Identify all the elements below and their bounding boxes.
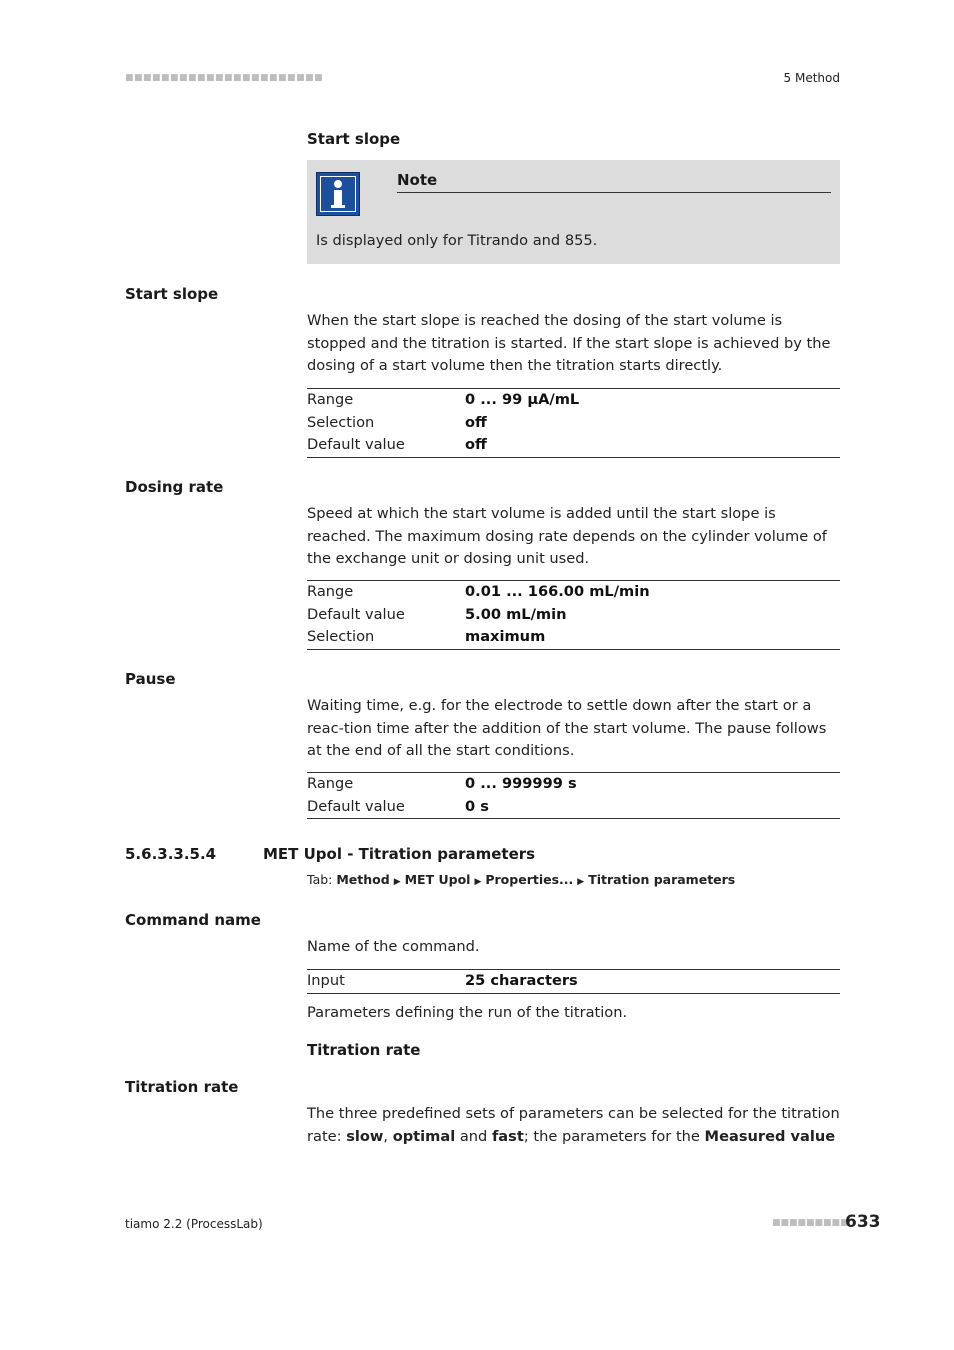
- row-key: Range: [307, 775, 354, 792]
- row-key: Selection: [307, 413, 375, 431]
- start-slope-label: Start slope: [125, 285, 219, 303]
- chapter-label: 5 Method: [783, 71, 840, 85]
- row-key: Default value: [307, 797, 405, 815]
- row-key: Selection: [307, 628, 375, 645]
- page-number: 633: [845, 1212, 881, 1232]
- footer-decoration: ■■■■■■■■■: [772, 1218, 849, 1228]
- path-met-upol: MET Upol: [404, 872, 471, 887]
- note-text: Is displayed only for Titrando and 855.: [316, 232, 598, 249]
- footer-product: tiamo 2.2 (ProcessLab): [125, 1217, 263, 1231]
- row-value: 0.01 ... 166.00 mL/min: [465, 583, 650, 600]
- command-name-table: [307, 969, 840, 994]
- pause-table: [307, 772, 840, 819]
- section-title: MET Upol - Titration parameters: [263, 845, 536, 863]
- info-icon: [316, 172, 360, 216]
- start-slope-heading: Start slope: [307, 130, 401, 148]
- table-row: [307, 604, 840, 627]
- separator: ,: [383, 1127, 393, 1145]
- dosing-rate-description: Speed at which the start volume is added until the start slope is reached. The maximum dosing rate depends on the cylinder volume of the exchange unit or dosing unit used.: [307, 505, 827, 567]
- row-value: 0 ... 99 µA/mL: [465, 391, 580, 408]
- option-optimal: optimal: [392, 1127, 456, 1145]
- table-row: [307, 434, 840, 457]
- arrow-right-icon: ▶: [577, 877, 585, 887]
- start-slope-table: [307, 388, 840, 458]
- row-value: 0 s: [465, 797, 489, 815]
- dosing-rate-label: Dosing rate: [125, 478, 224, 496]
- table-row: [307, 970, 840, 993]
- path-properties: Properties...: [485, 872, 574, 887]
- pause-description: Waiting time, e.g. for the electrode to settle down after the start or a reac-tion time after the addition of the start volume. The pause follows at the end of all the start conditions.: [307, 697, 827, 759]
- tab-path: [307, 872, 735, 887]
- table-row: [307, 773, 840, 796]
- command-name-description: Name of the command.: [307, 938, 480, 955]
- row-key: Default value: [307, 436, 405, 453]
- row-value: 5.00 mL/min: [465, 605, 567, 623]
- row-value: 25 characters: [465, 972, 578, 989]
- command-name-label: Command name: [125, 911, 261, 929]
- row-key: Input: [307, 972, 345, 989]
- start-slope-description: When the start slope is reached the dosing of the start volume is stopped and the titration is started. If the start slope is achieved by the dosing of a start volume then the titration starts directly.: [307, 312, 831, 374]
- titration-rate-label: Titration rate: [125, 1078, 239, 1096]
- dosing-rate-table: [307, 580, 840, 650]
- row-value: off: [465, 413, 487, 431]
- titration-rate-text: ; the parameters for the: [523, 1127, 705, 1145]
- option-fast: fast: [491, 1127, 524, 1145]
- row-value: maximum: [465, 628, 546, 645]
- row-key: Range: [307, 391, 354, 408]
- pause-label: Pause: [125, 670, 176, 688]
- titration-rate-text: The three predefined sets of parameters can be selected for the titration rate:: [307, 1105, 840, 1145]
- path-titration-parameters: Titration parameters: [588, 872, 736, 887]
- note-box: [307, 160, 840, 264]
- separator: and: [455, 1127, 492, 1145]
- arrow-right-icon: ▶: [474, 877, 482, 887]
- option-slow: slow: [346, 1127, 384, 1145]
- titration-rate-heading: Titration rate: [307, 1041, 421, 1059]
- header-decoration: ■■■■■■■■■■■■■■■■■■■■■■: [125, 73, 324, 83]
- note-title: Note: [397, 171, 438, 189]
- table-row: [307, 412, 840, 435]
- note-divider: [397, 192, 831, 193]
- table-row: [307, 626, 840, 649]
- row-value: 0 ... 999999 s: [465, 775, 577, 792]
- titration-rate-description: [307, 1103, 842, 1148]
- table-row: [307, 796, 840, 819]
- row-key: Default value: [307, 605, 405, 623]
- arrow-right-icon: ▶: [393, 877, 401, 887]
- tab-prefix: Tab:: [307, 872, 333, 887]
- row-value: off: [465, 436, 487, 453]
- parameters-intro: Parameters defining the run of the titration.: [307, 1004, 628, 1021]
- path-method: Method: [336, 872, 390, 887]
- table-row: [307, 389, 840, 412]
- section-number: 5.6.3.3.5.4: [125, 845, 217, 863]
- table-row: [307, 581, 840, 604]
- measured-value-term: Measured value: [704, 1127, 836, 1145]
- row-key: Range: [307, 583, 354, 600]
